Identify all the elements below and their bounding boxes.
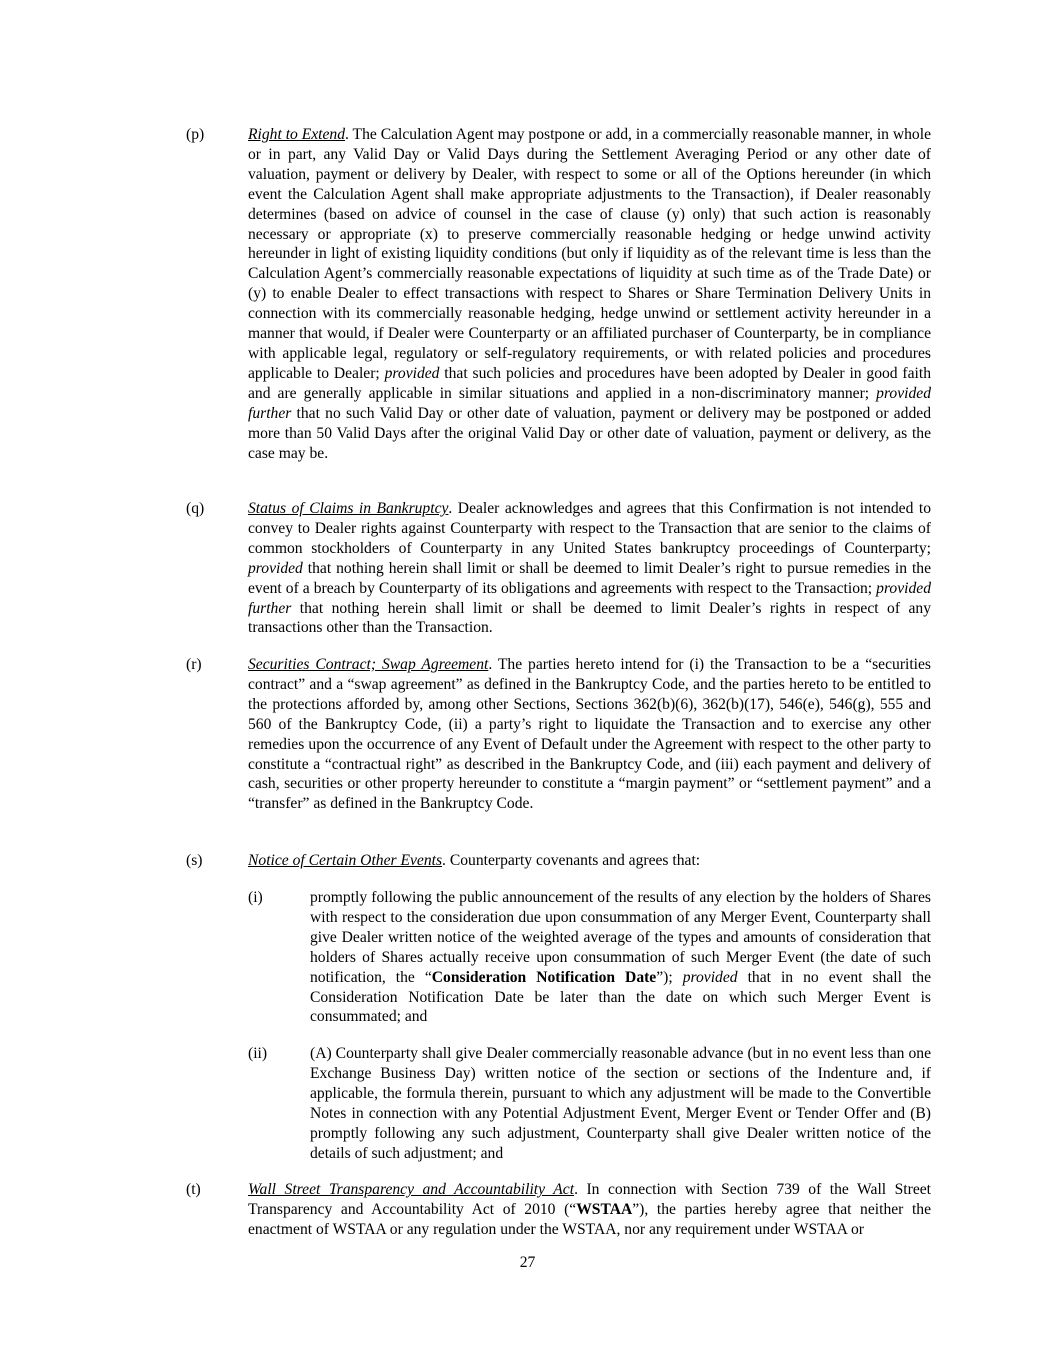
subsection-s-ii xyxy=(248,1044,931,1163)
subsection-body: (A) Counterparty shall give Dealer commercially reasonable advance (but in no event less than one Exchange Business Day) written notice of the section or sections of the Indenture and, if applicable, the formula therein, pursuant to which any adjustment will be made to the Convertible Notes in connection with any Potential Adjustment Event, Merger Event or Tender Offer and (B) promptly following any such adjustment, Counterparty shall give Dealer written notice of the details of such adjustment; and xyxy=(310,1045,931,1162)
section-label: (s) xyxy=(186,852,203,869)
section-label: (p) xyxy=(186,126,205,143)
section-q xyxy=(186,499,931,638)
defined-term: Consideration Notification Date xyxy=(431,968,657,986)
section-heading: Securities Contract; Swap Agreement xyxy=(248,656,489,673)
section-t xyxy=(186,1180,931,1240)
section-s xyxy=(186,851,931,871)
subsection-body: promptly following the public announcement of the results of any election by the holders of Shares with respect to the consideration due upon consummation of any Merger Event, Counterparty shall give Dealer written notice of the weighted average of the types and amounts of consideration that holders of Shares actually receive upon consummation of such Merger Event (the date of such notification, the “Consideration Notification Date”); provided that in no event shall the Consideration Notification Date be later than the date on which such Merger Event is consummated; and xyxy=(310,889,931,1026)
section-body: Status of Claims in Bankruptcy. Dealer acknowledges and agrees that this Confirmation is not intended to convey to Dealer rights against Counterparty with respect to the Transaction that are senior to the claims of common stockholders of Counterparty in any United States bankruptcy proceedings of Counterparty; provided that nothing herein shall limit or shall be deemed to limit Dealer’s right to pursue remedies in the event of a breach by Counterparty of its obligations and agreements with respect to the Transaction; provided further that nothing herein shall limit or shall be deemed to limit Dealer’s rights in respect of any transactions other than the Transaction. xyxy=(248,500,932,637)
section-heading: Status of Claims in Bankruptcy xyxy=(248,500,449,517)
section-body: Notice of Certain Other Events. Counterparty covenants and agrees that: xyxy=(248,852,701,869)
section-label: (t) xyxy=(186,1181,201,1198)
subsection-label: (i) xyxy=(248,889,263,906)
section-body: Securities Contract; Swap Agreement. The parties hereto intend for (i) the Transaction to be a “securities contract” and a “swap agreement” as defined in the Bankruptcy Code, and the parties hereto to be entitled to the protections afforded by, among other Sections, Sections 362(b)(6), 362(b)(17), 546(e), 546(g), 555 and 560 of the Bankruptcy Code, (ii) a party’s right to liquidate the Transaction and to exercise any other remedies upon the occurrence of any Event of Default under the Agreement with respect to the other party to constitute a “contractual right” as described in the Bankruptcy Code, and (iii) each payment and delivery of cash, securities or other property hereunder to constitute a “margin payment” or “settlement payment” and a “transfer” as defined in the Bankruptcy Code. xyxy=(248,656,931,813)
section-heading: Wall Street Transparency and Accountability Act xyxy=(248,1181,575,1198)
subsection-s-i xyxy=(248,888,931,1027)
section-label: (q) xyxy=(186,500,205,517)
section-body: Wall Street Transparency and Accountability Act. In connection with Section 739 of the Wall Street Transparency and Accountability Act of 2010 (“WSTAA”), the parties hereby agree that neither the enactment of WSTAA or any regulation under the WSTAA, nor any requirement under WSTAA or xyxy=(248,1181,932,1238)
section-p xyxy=(186,125,931,463)
section-heading: Right to Extend xyxy=(248,126,346,143)
section-heading: Notice of Certain Other Events xyxy=(248,852,443,869)
subsection-label: (ii) xyxy=(248,1045,268,1062)
section-label: (r) xyxy=(186,656,202,673)
defined-term: WSTAA xyxy=(576,1200,633,1218)
section-body: Right to Extend. The Calculation Agent may postpone or add, in a commercially reasonable manner, in whole or in part, any Valid Day or Valid Days during the Settlement Averaging Period or any other date of valuation, payment or delivery by Dealer, with respect to some or all of the Options hereunder (in which event the Calculation Agent shall make appropriate adjustments to the Transaction), if Dealer reasonably determines (based on advice of counsel in the case of clause (y) only) that such action is reasonably necessary or appropriate (x) to preserve commercially reasonable hedging or hedge unwind activity hereunder in light of existing liquidity conditions (but only if liquidity as of the relevant time is less than the Calculation Agent’s commercially reasonable expectations of liquidity at such time as of the Trade Date) or (y) to enable Dealer to effect transactions with respect to Shares or Share Termination Delivery Units in connection with its commercially reasonable hedging, hedge unwind or settlement activity hereunder in a manner that would, if Dealer were Counterparty or an affiliated purchaser of Counterparty, be in compliance with applicable legal, regulatory or self-regulatory requirements, or with related policies and procedures applicable to Dealer; provided that such policies and procedures have been adopted by Dealer in good faith and are generally applicable in similar situations and applied in a non-discriminatory manner; provided further that no such Valid Day or other date of valuation, payment or delivery may be postponed or added more than 50 Valid Days after the original Valid Day or other date of valuation, payment or delivery, as the case may be. xyxy=(248,126,932,462)
section-r xyxy=(186,655,931,814)
page-number: 27 xyxy=(519,1254,536,1271)
